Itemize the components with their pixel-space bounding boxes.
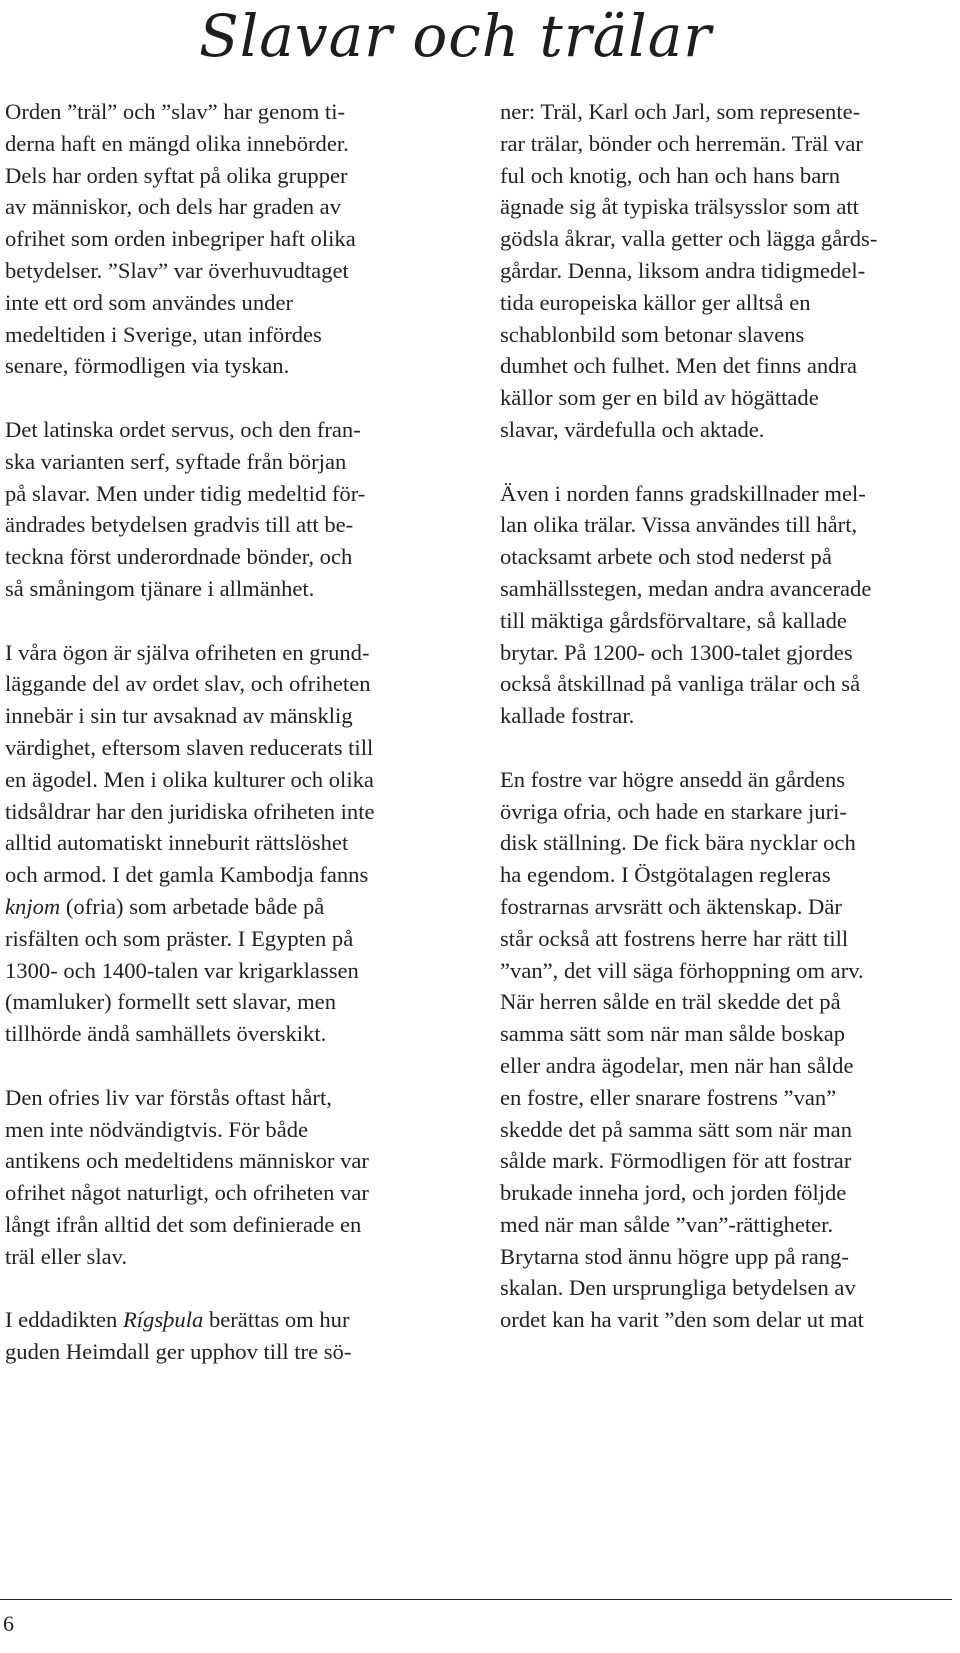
text-line: I eddadikten Rígsþula berättas om hur bbox=[5, 1307, 350, 1333]
text-line: så småningom tjänare i allmänhet. bbox=[5, 575, 315, 601]
text-line: Brytarna stod ännu högre upp på rang- bbox=[500, 1243, 849, 1269]
page-number: 6 bbox=[3, 1611, 14, 1636]
text-line: otacksamt arbete och stod nederst på bbox=[500, 544, 832, 570]
footer-rule bbox=[0, 1599, 952, 1600]
text-line: träl eller slav. bbox=[5, 1243, 128, 1269]
text-line: samhällsstegen, medan andra avancerade bbox=[500, 575, 872, 601]
right-column bbox=[500, 96, 948, 1336]
text-line: långt ifrån alltid det som definierade en bbox=[5, 1211, 362, 1237]
text-line: tidsåldrar har den juridiska ofriheten inte bbox=[5, 798, 375, 824]
text-line: schablonbild som betonar slavens bbox=[500, 321, 805, 347]
text-line: 1300- och 1400-talen var krigarklassen bbox=[5, 957, 359, 983]
text-line: en fostre, eller snarare fostrens ”van” bbox=[500, 1084, 837, 1110]
text-line: alltid automatiskt inneburit rättslöshet bbox=[5, 830, 349, 856]
text-line: I våra ögon är själva ofriheten en grund- bbox=[5, 639, 370, 665]
paragraph bbox=[5, 1304, 445, 1368]
text-line: slavar, värdefulla och aktade. bbox=[500, 416, 765, 442]
text-line: också åtskillnad på vanliga trälar och så bbox=[500, 671, 861, 697]
text-line: värdighet, eftersom slaven reducerats till bbox=[5, 734, 374, 760]
paragraph bbox=[5, 414, 445, 605]
text-line: disk ställning. De fick bära nycklar och bbox=[500, 830, 856, 856]
text-line: eller andra ägodelar, men när han sålde bbox=[500, 1052, 854, 1078]
text-line: ofrihet något naturligt, och ofriheten var bbox=[5, 1180, 369, 1206]
text-line: innebär i sin tur avsaknad av mänsklig bbox=[5, 703, 353, 729]
paragraph bbox=[5, 637, 445, 1050]
text-line: senare, förmodligen via tyskan. bbox=[5, 353, 290, 379]
text-line: ordet kan ha varit ”den som delar ut mat bbox=[500, 1307, 864, 1333]
paragraph bbox=[5, 96, 445, 382]
paragraph bbox=[500, 96, 948, 446]
text-line: fostrarnas arvsrätt och äktenskap. Där bbox=[500, 893, 842, 919]
italic-term: Rígsþula bbox=[122, 1307, 204, 1333]
text-line: lan olika trälar. Vissa användes till hårt, bbox=[500, 512, 858, 538]
text-line: sålde mark. Förmodligen för att fostrar bbox=[500, 1148, 852, 1174]
text-line: dumhet och fulhet. Men det finns andra bbox=[500, 353, 858, 379]
text-line: av människor, och dels har graden av bbox=[5, 194, 342, 220]
text-line: samma sätt som när man sålde boskap bbox=[500, 1021, 846, 1047]
text-line: rar trälar, bönder och herremän. Träl var bbox=[500, 130, 863, 156]
text-line: läggande del av ordet slav, och ofriheten bbox=[5, 671, 371, 697]
text-line: tillhörde ändå samhällets överskikt. bbox=[5, 1021, 327, 1047]
text-line: knjom (ofria) som arbetade både på bbox=[5, 893, 325, 919]
text-line: Den ofries liv var förstås oftast hårt, bbox=[5, 1084, 332, 1110]
text-line: brukade inneha jord, och jorden följde bbox=[500, 1180, 847, 1206]
text-line: En fostre var högre ansedd än gårdens bbox=[500, 766, 846, 792]
text-line: ska varianten serf, syftade från början bbox=[5, 448, 347, 474]
text-line: betydelser. ”Slav” var överhuvudtaget bbox=[5, 257, 349, 283]
text-line: står också att fostrens herre har rätt till bbox=[500, 925, 849, 951]
text-line: teckna först underordnade bönder, och bbox=[5, 544, 353, 570]
text-line: på slavar. Men under tidig medeltid för- bbox=[5, 480, 366, 506]
text-line: Dels har orden syftat på olika grupper bbox=[5, 162, 348, 188]
text-line: tida europeiska källor ger alltså en bbox=[500, 289, 811, 315]
text-line: antikens och medeltidens människor var bbox=[5, 1148, 369, 1174]
text-line: ha egendom. I Östgötalagen regleras bbox=[500, 862, 831, 888]
text-line: inte ett ord som användes under bbox=[5, 289, 293, 315]
text-line: gödsla åkrar, valla getter och lägga gårds- bbox=[500, 226, 878, 252]
text-line: skedde det på samma sätt som när man bbox=[500, 1116, 852, 1142]
text-line: Det latinska ordet servus, och den fran- bbox=[5, 416, 361, 442]
paragraph bbox=[500, 478, 948, 732]
text-line: källor som ger en bild av högättade bbox=[500, 385, 819, 411]
text-line: en ägodel. Men i olika kulturer och olika bbox=[5, 766, 374, 792]
text-line: ofrihet som orden inbegriper haft olika bbox=[5, 226, 356, 252]
paragraph bbox=[5, 1082, 445, 1273]
text-line: När herren sålde en träl skedde det på bbox=[500, 989, 841, 1015]
text-line: derna haft en mängd olika innebörder. bbox=[5, 130, 349, 156]
text-line: och armod. I det gamla Kambodja fanns bbox=[5, 862, 369, 888]
page-title: Slavar och trälar bbox=[198, 2, 712, 70]
text-line: Orden ”träl” och ”slav” har genom ti- bbox=[5, 99, 346, 124]
text-line: ägnade sig åt typiska trälsysslor som att bbox=[500, 194, 859, 220]
text-line: brytar. På 1200- och 1300-talet gjordes bbox=[500, 639, 853, 665]
text-line: (mamluker) formellt sett slavar, men bbox=[5, 989, 336, 1015]
text-line: ”van”, det vill säga förhoppning om arv. bbox=[500, 957, 864, 983]
text-line: ändrades betydelsen gradvis till att be- bbox=[5, 512, 354, 538]
text-line: med när man sålde ”van”-rättigheter. bbox=[500, 1211, 834, 1237]
text-line: ner: Träl, Karl och Jarl, som represente- bbox=[500, 99, 861, 124]
text-line: övriga ofria, och hade en starkare juri- bbox=[500, 798, 847, 824]
text-line: skalan. Den ursprungliga betydelsen av bbox=[500, 1275, 856, 1301]
text-line: ful och knotig, och han och hans barn bbox=[500, 162, 841, 188]
text-line: men inte nödvändigtvis. För både bbox=[5, 1116, 309, 1142]
text-line: risfälten och som präster. I Egypten på bbox=[5, 925, 354, 951]
text-line: till mäktiga gårdsförvaltare, så kallade bbox=[500, 607, 847, 633]
text-line: medeltiden i Sverige, utan infördes bbox=[5, 321, 322, 347]
italic-term: knjom bbox=[5, 893, 61, 919]
text-line: Även i norden fanns gradskillnader mel- bbox=[500, 480, 866, 506]
text-line: kallade fostrar. bbox=[500, 703, 635, 729]
left-column bbox=[5, 96, 445, 1368]
text-line: gårdar. Denna, liksom andra tidigmedel- bbox=[500, 257, 866, 283]
text-line: guden Heimdall ger upphov till tre sö- bbox=[5, 1339, 352, 1365]
paragraph bbox=[500, 764, 948, 1336]
